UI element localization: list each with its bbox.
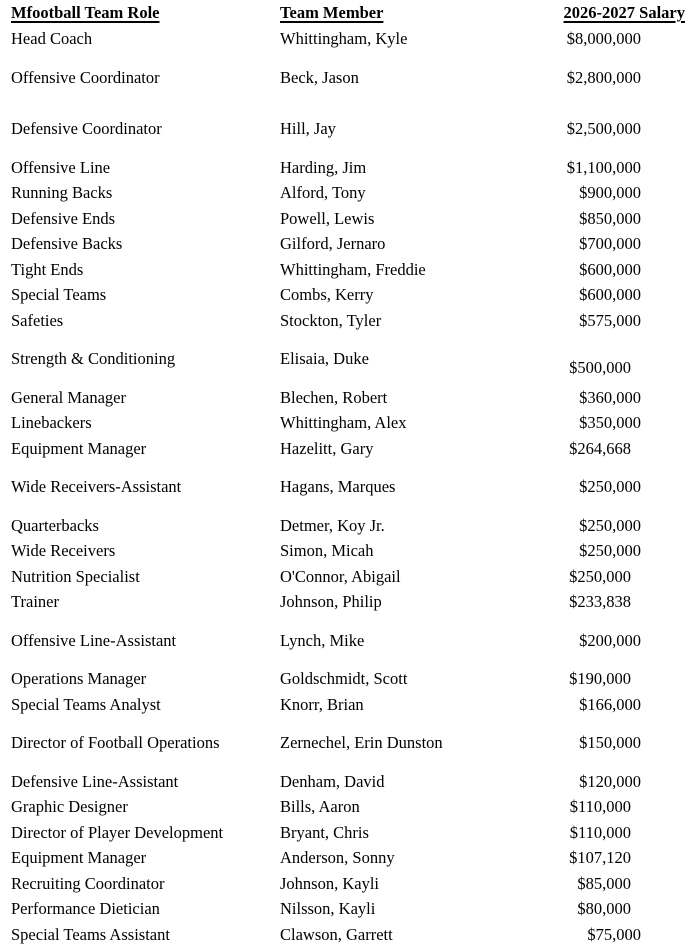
table-row	[0, 206, 688, 232]
team-role-cell: Offensive Line	[11, 157, 111, 177]
team-role-cell: Strength & Conditioning	[11, 349, 176, 368]
team-role-cell: Safeties	[11, 310, 64, 330]
table-row	[0, 385, 688, 411]
salary-cell: $360,000	[579, 387, 641, 407]
team-member-cell: Clawson, Garrett	[280, 924, 393, 944]
salary-cell: $575,000	[579, 310, 641, 330]
table-row	[0, 538, 688, 564]
team-member-cell: Zernechel, Erin Dunston	[280, 733, 443, 752]
table-row	[0, 346, 688, 377]
team-role-cell: Director of Football Operations	[11, 733, 220, 752]
table-row	[0, 116, 688, 142]
table-row	[0, 180, 688, 206]
team-role-cell: Operations Manager	[11, 669, 147, 688]
table-row	[0, 692, 688, 718]
salary-cell: $700,000	[579, 234, 641, 253]
team-role-cell: Defensive Coordinator	[11, 119, 162, 138]
team-member-cell: Whittingham, Freddie	[280, 259, 426, 279]
salary-cell: $166,000	[579, 694, 641, 714]
table-row	[0, 769, 688, 795]
team-role-cell: Trainer	[11, 592, 59, 611]
team-role-cell: Defensive Line-Assistant	[11, 771, 179, 791]
team-member-cell: Knorr, Brian	[280, 694, 364, 714]
table-row	[0, 231, 688, 257]
salary-cell: $900,000	[579, 183, 641, 202]
team-member-cell: Whittingham, Alex	[280, 413, 407, 432]
column-header-salary: 2026-2027 Salary	[563, 3, 685, 22]
team-role-cell: Running Backs	[11, 183, 113, 202]
team-role-cell: Defensive Backs	[11, 234, 123, 253]
salary-cell: $2,500,000	[566, 119, 641, 138]
team-member-cell: Detmer, Koy Jr.	[280, 515, 385, 535]
table-row	[0, 26, 688, 52]
team-role-cell: Tight Ends	[11, 259, 84, 279]
team-member-cell: Hazelitt, Gary	[280, 438, 374, 458]
team-role-cell: Director of Player Development	[11, 822, 224, 842]
team-member-cell: Lynch, Mike	[280, 630, 365, 650]
salary-cell: $120,000	[579, 771, 641, 791]
salary-cell: $200,000	[579, 630, 641, 650]
team-member-cell: Simon, Micah	[280, 541, 374, 560]
team-member-cell: Powell, Lewis	[280, 208, 375, 228]
team-member-cell: Anderson, Sonny	[280, 848, 395, 867]
team-member-cell: Blechen, Robert	[280, 387, 388, 407]
team-member-cell: Johnson, Kayli	[280, 873, 379, 893]
salary-cell: $75,000	[587, 924, 641, 944]
salary-cell: $250,000	[569, 566, 631, 586]
column-header-team-member: Team Member	[280, 3, 384, 22]
team-member-cell: Beck, Jason	[280, 67, 359, 87]
salary-cell: $500,000	[569, 358, 631, 377]
table-row	[0, 513, 688, 539]
salary-cell: $2,800,000	[566, 67, 641, 87]
team-role-cell: Nutrition Specialist	[11, 566, 140, 586]
team-member-cell: Gilford, Jernaro	[280, 234, 386, 253]
salary-cell: $250,000	[579, 541, 641, 560]
salary-cell: $8,000,000	[566, 29, 641, 48]
team-role-cell: Quarterbacks	[11, 515, 99, 535]
table-row	[0, 820, 688, 846]
table-row	[0, 155, 688, 181]
salary-cell: $250,000	[579, 515, 641, 535]
salary-cell: $85,000	[577, 873, 631, 893]
table-row	[0, 564, 688, 590]
salary-cell: $1,100,000	[566, 157, 641, 177]
team-member-cell: Denham, David	[280, 771, 385, 791]
salary-cell: $80,000	[577, 899, 631, 918]
team-role-cell: Recruiting Coordinator	[11, 873, 165, 893]
team-role-cell: Defensive Ends	[11, 208, 116, 228]
team-role-cell: Special Teams Analyst	[11, 694, 161, 714]
table-row	[0, 282, 688, 308]
team-member-cell: Johnson, Philip	[280, 592, 382, 611]
table-row	[0, 474, 688, 500]
table-row	[0, 410, 688, 436]
salary-cell: $233,838	[569, 592, 631, 611]
team-member-cell: Hagans, Marques	[280, 477, 396, 496]
team-role-cell: Performance Dietician	[11, 899, 160, 918]
column-header-team-role: Mfootball Team Role	[11, 3, 160, 22]
team-role-cell: Head Coach	[11, 29, 93, 48]
team-role-cell: Offensive Coordinator	[11, 67, 160, 87]
table-row	[0, 589, 688, 615]
salary-cell: $600,000	[579, 259, 641, 279]
team-role-cell: Linebackers	[11, 413, 92, 432]
team-role-cell: General Manager	[11, 387, 126, 407]
salary-cell: $190,000	[569, 669, 631, 688]
team-role-cell: Equipment Manager	[11, 848, 147, 867]
team-role-cell: Offensive Line-Assistant	[11, 630, 177, 650]
team-member-cell: Whittingham, Kyle	[280, 29, 408, 48]
team-member-cell: Alford, Tony	[280, 183, 366, 202]
salary-cell: $264,668	[569, 438, 631, 458]
team-member-cell: Harding, Jim	[280, 157, 367, 177]
team-role-cell: Wide Receivers-Assistant	[11, 477, 182, 496]
table-row	[0, 922, 688, 944]
salary-cell: $107,120	[569, 848, 631, 867]
team-member-cell: Stockton, Tyler	[280, 310, 382, 330]
salary-cell: $350,000	[579, 413, 641, 432]
table-row	[0, 436, 688, 462]
team-member-cell: Bryant, Chris	[280, 822, 369, 842]
table-row	[0, 65, 688, 91]
team-role-cell: Special Teams	[11, 285, 107, 304]
team-member-cell: Bills, Aaron	[280, 797, 360, 816]
team-member-cell: Elisaia, Duke	[280, 349, 369, 368]
team-role-cell: Graphic Designer	[11, 797, 128, 816]
team-role-cell: Special Teams Assistant	[11, 924, 170, 944]
table-row	[0, 628, 688, 654]
salary-cell: $110,000	[569, 797, 631, 816]
table-row	[0, 845, 688, 871]
team-member-cell: Hill, Jay	[280, 119, 336, 138]
team-member-cell: Combs, Kerry	[280, 285, 374, 304]
salary-cell: $110,000	[569, 822, 631, 842]
salary-cell: $250,000	[579, 477, 641, 496]
salary-cell: $850,000	[579, 208, 641, 228]
salary-cell: $150,000	[579, 733, 641, 752]
team-member-cell: Nilsson, Kayli	[280, 899, 376, 918]
table-row	[0, 666, 688, 692]
table-row	[0, 730, 688, 756]
team-member-cell: O'Connor, Abigail	[280, 566, 401, 586]
team-role-cell: Wide Receivers	[11, 541, 116, 560]
table-row	[0, 871, 688, 897]
table-header-row	[0, 2, 688, 26]
table-row	[0, 308, 688, 334]
table-row	[0, 257, 688, 283]
table-row	[0, 896, 688, 922]
table-body	[0, 26, 688, 944]
salary-cell: $600,000	[579, 285, 641, 304]
table-row	[0, 794, 688, 820]
team-role-cell: Equipment Manager	[11, 438, 147, 458]
team-member-cell: Goldschmidt, Scott	[280, 669, 408, 688]
